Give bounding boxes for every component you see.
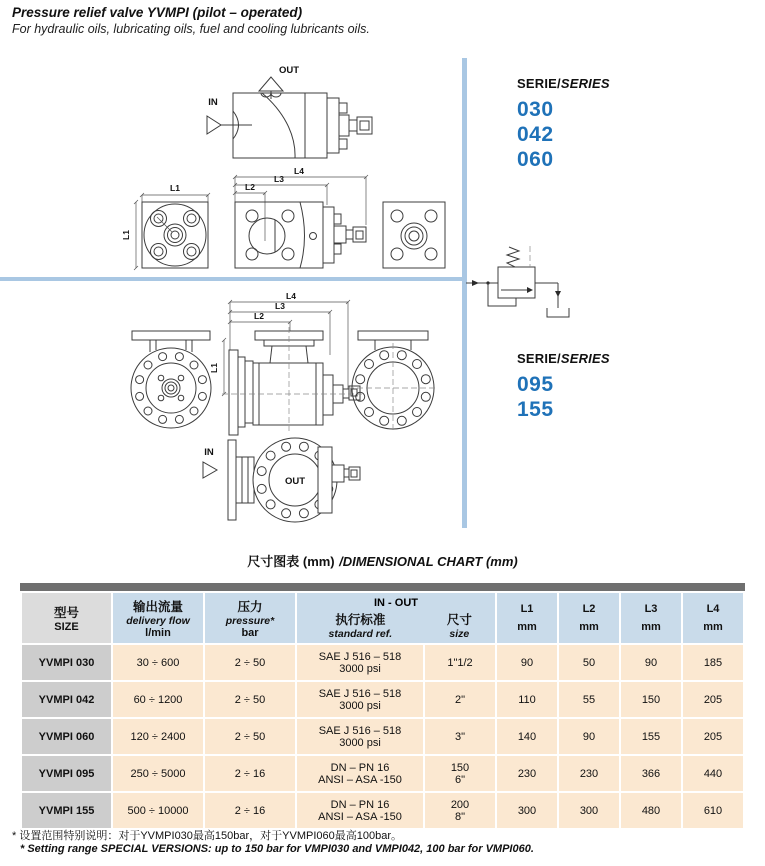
series-block-2: [517, 351, 610, 422]
table-row: [22, 793, 743, 828]
series-block-1: [517, 76, 610, 172]
cell-l4: 610: [683, 793, 743, 828]
dim-label-l1-2: L1: [209, 363, 219, 373]
cell-l1: 110: [497, 682, 557, 717]
dim-label-l2: L2: [245, 182, 255, 192]
dim-label-l2-2: L2: [254, 311, 264, 321]
cell-standard: DN – PN 16 ANSI – ASA -150: [297, 793, 423, 828]
cell-size: 1"1/2: [425, 645, 495, 680]
cell-l4: 185: [683, 645, 743, 680]
series-number: 030: [517, 98, 554, 121]
cell-standard: SAE J 516 – 518 3000 psi: [297, 682, 423, 717]
table-top-bar: [20, 583, 745, 591]
section-title-cn: 尺寸图表 (mm): [247, 554, 335, 569]
series-label-plain: SERIE/: [517, 351, 561, 366]
series-label-italic: SERIES: [560, 351, 610, 366]
cell-l1: 300: [497, 793, 557, 828]
dim-label-l1: L1: [170, 183, 180, 193]
cell-l4: 205: [683, 682, 743, 717]
technical-drawings: [0, 55, 462, 530]
table-row: [22, 645, 743, 680]
tank-icon: [547, 308, 569, 317]
drawing-flanged-valve-top: [203, 438, 360, 522]
cell-standard: SAE J 516 – 518 3000 psi: [297, 719, 423, 754]
header-l4: L4 mm: [683, 593, 743, 643]
header-l3: L3 mm: [621, 593, 681, 643]
table-row: [22, 682, 743, 717]
header-l1: L1 mm: [497, 593, 557, 643]
cell-l1: 230: [497, 756, 557, 791]
dimensional-chart-table: [20, 591, 745, 830]
cell-l2: 90: [559, 719, 619, 754]
dim-label-l4: L4: [294, 166, 304, 176]
cell-l1: 140: [497, 719, 557, 754]
in-arrow-icon-2: [203, 462, 217, 478]
cell-pressure: 2 ÷ 50: [205, 682, 295, 717]
cell-l3: 480: [621, 793, 681, 828]
out-flange-label: OUT: [284, 476, 306, 487]
cell-size: 150 6": [425, 756, 495, 791]
cell-flow: 30 ÷ 600: [113, 645, 203, 680]
relief-valve-symbol-icon: [466, 246, 569, 317]
footnote-en: * Setting range SPECIAL VERSIONS: up to 150 bar for VMPI030 and VMPI042, 100 bar for VMPI060.: [20, 843, 534, 855]
cell-model: YVMPI 060: [22, 719, 111, 754]
table-row: [22, 719, 743, 754]
series-label-plain: SERIE/: [517, 76, 561, 91]
cell-pressure: 2 ÷ 16: [205, 793, 295, 828]
series-label: [517, 76, 610, 91]
header-pressure: 压力 pressure* bar: [205, 593, 295, 643]
cell-flow: 250 ÷ 5000: [113, 756, 203, 791]
dim-label-l3: L3: [274, 174, 284, 184]
cell-l2: 300: [559, 793, 619, 828]
dim-label-l1-vert: L1: [121, 230, 131, 240]
cell-model: YVMPI 095: [22, 756, 111, 791]
table-row: [22, 756, 743, 791]
cell-pressure: 2 ÷ 50: [205, 645, 295, 680]
header-flow: 输出流量 delivery flow l/min: [113, 593, 203, 643]
footnote-cn: * 设置范围特别说明：对于YVMPI030最高150bar，对于YVMPI060最高100bar。: [12, 830, 403, 842]
cell-flow: 60 ÷ 1200: [113, 682, 203, 717]
cell-size: 200 8": [425, 793, 495, 828]
cell-l3: 155: [621, 719, 681, 754]
out-arrow-icon: [259, 77, 283, 91]
table-header-row: [22, 593, 743, 643]
in-label-2: IN: [204, 447, 214, 458]
cell-l2: 55: [559, 682, 619, 717]
cell-l4: 205: [683, 719, 743, 754]
cell-pressure: 2 ÷ 50: [205, 719, 295, 754]
series-number: 042: [517, 123, 554, 146]
cell-l1: 90: [497, 645, 557, 680]
cell-l3: 150: [621, 682, 681, 717]
drawing-small-valve-side: [207, 65, 372, 158]
cell-l2: 50: [559, 645, 619, 680]
page-subtitle: For hydraulic oils, lubricating oils, fuel and cooling lubricants oils.: [12, 22, 370, 36]
header-standard-ref: 执行标准 standard ref.: [328, 612, 393, 640]
header-size: 型号 SIZE: [22, 593, 111, 643]
cell-flow: 120 ÷ 2400: [113, 719, 203, 754]
cell-model: YVMPI 155: [22, 793, 111, 828]
hydraulic-symbol: [466, 240, 578, 336]
dim-label-l4-2: L4: [286, 291, 296, 301]
out-label: OUT: [278, 65, 300, 76]
cell-model: YVMPI 030: [22, 645, 111, 680]
header-l2: L2 mm: [559, 593, 619, 643]
cell-l2: 230: [559, 756, 619, 791]
series-number: 095: [517, 373, 554, 396]
spring-icon: [507, 247, 519, 267]
cell-l4: 440: [683, 756, 743, 791]
dim-label-l3-2: L3: [275, 301, 285, 311]
cell-flow: 500 ÷ 10000: [113, 793, 203, 828]
cell-l3: 90: [621, 645, 681, 680]
cell-size: 2": [425, 682, 495, 717]
section-title: [0, 551, 765, 571]
in-label: IN: [208, 97, 218, 108]
series-label-italic: SERIES: [560, 76, 610, 91]
cell-size: 3": [425, 719, 495, 754]
cell-pressure: 2 ÷ 16: [205, 756, 295, 791]
in-arrow-icon: [207, 116, 221, 134]
section-title-en: /DIMENSIONAL CHART (mm): [339, 554, 518, 569]
series-number: 060: [517, 148, 554, 171]
cell-model: YVMPI 042: [22, 682, 111, 717]
dimensional-chart: [20, 583, 745, 830]
drawing-flanged-valve-views: [131, 291, 438, 435]
cell-standard: DN – PN 16 ANSI – ASA -150: [297, 756, 423, 791]
page-title: Pressure relief valve YVMPI (pilot – operated): [12, 5, 303, 20]
cell-l3: 366: [621, 756, 681, 791]
cell-standard: SAE J 516 – 518 3000 psi: [297, 645, 423, 680]
header-size-inout: 尺寸 size: [446, 612, 472, 640]
header-in-out: IN - OUT 执行标准 standard ref. 尺寸 size: [297, 593, 495, 643]
series-number: 155: [517, 398, 554, 421]
drawing-ortho-views: [121, 166, 445, 270]
series-label: [517, 351, 610, 366]
